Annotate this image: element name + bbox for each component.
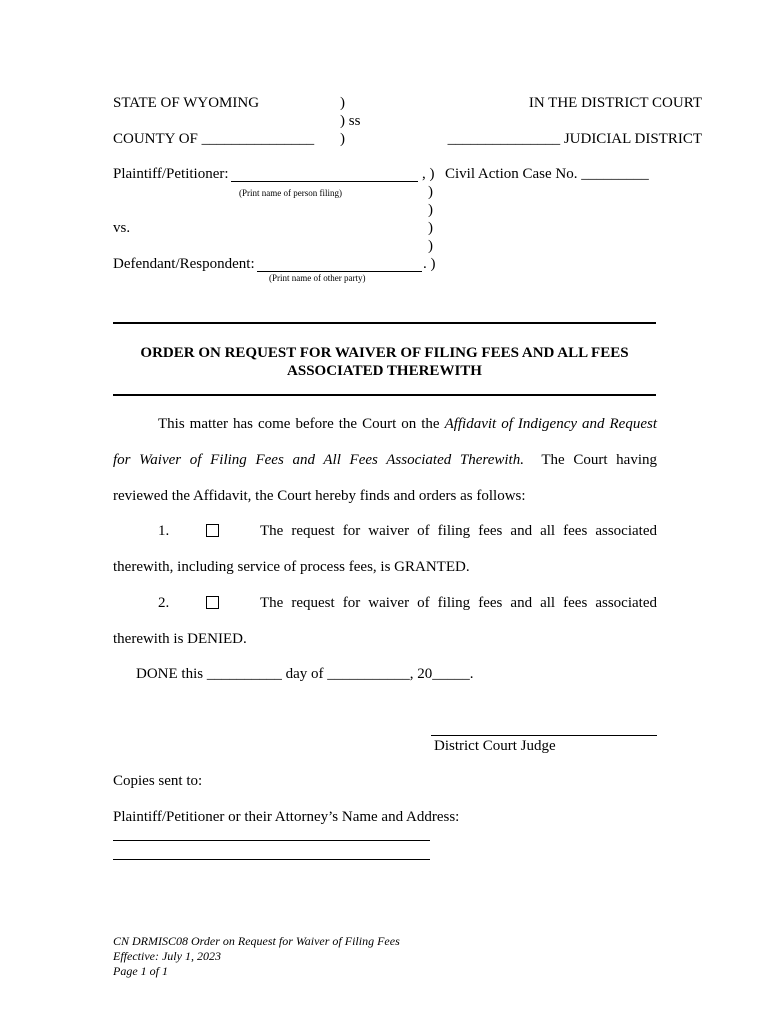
defendant-suffix: . ): [423, 256, 436, 272]
granted-checkbox[interactable]: [206, 524, 219, 537]
affidavit-title: Affidavit of Indigency and Request: [444, 416, 657, 432]
affidavit-title-cont: for Waiver of Filing Fees and All Fees Associated Therewith.: [113, 452, 524, 468]
address-line[interactable]: [113, 859, 430, 860]
denied-checkbox[interactable]: [206, 596, 219, 609]
state-label: STATE OF WYOMING: [113, 95, 260, 111]
county-field[interactable]: COUNTY OF _______________: [113, 131, 315, 147]
recipient-label: Plaintiff/Petitioner or their Attorney’s Name and Address:: [113, 809, 460, 825]
document-title: ORDER ON REQUEST FOR WAIVER OF FILING FEES AND ALL FEES: [140, 345, 629, 361]
caption-paren: ): [340, 131, 345, 147]
caption-paren: ): [340, 95, 345, 111]
document-title-line2: ASSOCIATED THEREWITH: [287, 363, 482, 379]
plaintiff-suffix: , ): [422, 166, 435, 182]
defendant-hint: (Print name of other party): [269, 273, 366, 283]
item-denied-text: The request for waiver of filing fees and all fees associated: [260, 595, 657, 611]
copies-label: Copies sent to:: [113, 773, 203, 789]
effective-date: Effective: July 1, 2023: [113, 949, 221, 963]
case-number-field[interactable]: Civil Action Case No. _________: [445, 166, 649, 182]
ss-label: ) ss: [340, 113, 361, 129]
caption-paren: ): [428, 238, 433, 254]
title-top-rule: [113, 322, 656, 324]
defendant-label: Defendant/Respondent:: [113, 256, 255, 272]
plaintiff-label: Plaintiff/Petitioner:: [113, 166, 229, 182]
item-granted-text: The request for waiver of filing fees and all fees associated: [260, 523, 657, 539]
address-line[interactable]: [113, 840, 430, 841]
caption-paren: ): [428, 184, 433, 200]
judicial-district-field[interactable]: _______________ JUDICIAL DISTRICT: [447, 131, 702, 147]
caption-paren: ): [428, 202, 433, 218]
form-id: CN DRMISC08 Order on Request for Waiver of Filing Fees: [113, 934, 400, 948]
body-paragraph-line3: reviewed the Affidavit, the Court hereby finds and orders as follows:: [113, 488, 526, 504]
versus-label: vs.: [113, 220, 131, 236]
body-paragraph-line1: [158, 415, 657, 433]
title-bottom-rule: [113, 394, 656, 396]
item-number: 1.: [158, 523, 170, 539]
defendant-name-field[interactable]: [257, 271, 422, 272]
judge-signature-line[interactable]: [431, 735, 657, 736]
plaintiff-name-field[interactable]: [231, 181, 418, 182]
plaintiff-hint: (Print name of person filing): [239, 188, 342, 198]
item-denied-continuation: therewith is DENIED.: [113, 631, 247, 647]
judge-label: District Court Judge: [434, 738, 556, 754]
body-paragraph-line2: [113, 451, 657, 469]
intro-text: The Court having: [541, 452, 657, 468]
caption-paren: ): [428, 220, 433, 236]
item-number: 2.: [158, 595, 170, 611]
intro-text: This matter has come before the Court on the: [158, 416, 440, 432]
done-date-line[interactable]: DONE this __________ day of ___________, 20_____.: [136, 666, 474, 682]
page-number: Page 1 of 1: [113, 964, 168, 978]
court-label: IN THE DISTRICT COURT: [528, 95, 702, 111]
item-granted-continuation: therewith, including service of process fees, is GRANTED.: [113, 559, 470, 575]
